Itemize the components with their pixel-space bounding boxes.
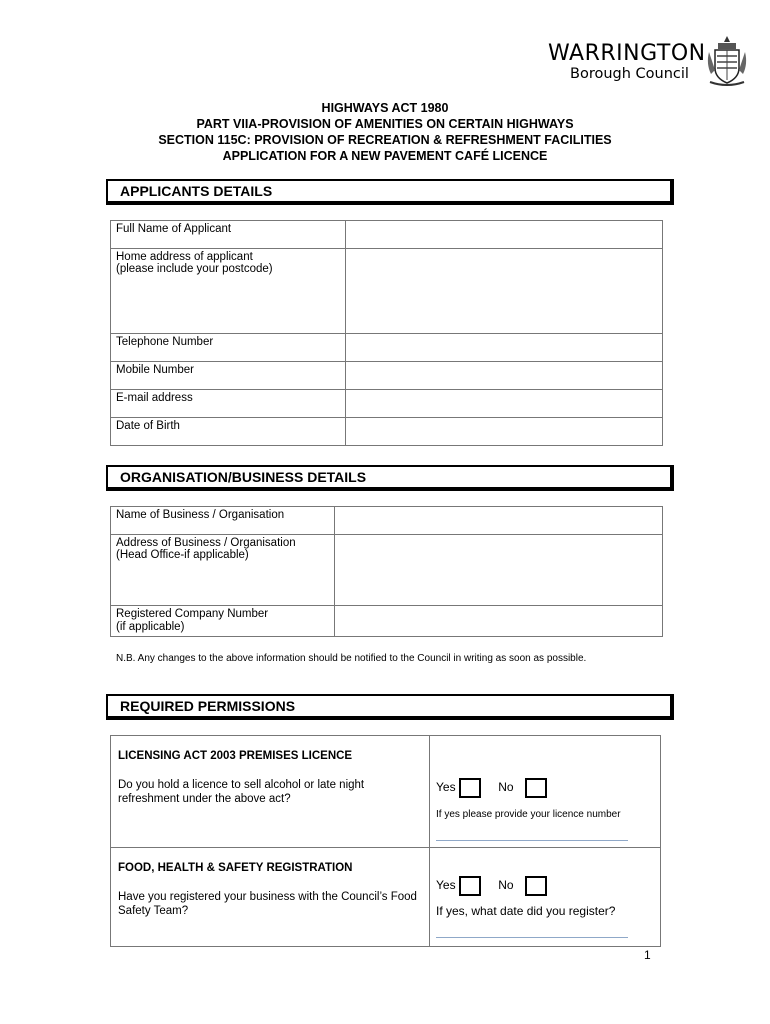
food-no-checkbox[interactable]	[525, 876, 547, 896]
food-no-label: No	[498, 878, 514, 893]
title-line-3: SECTION 115C: PROVISION OF RECREATION & REFRESHMENT FACILITIES	[158, 133, 612, 147]
food-followup: If yes, what date did you register?	[436, 904, 616, 918]
licence-number-field[interactable]	[436, 840, 628, 841]
organisation-table	[110, 506, 663, 637]
table-row	[111, 362, 663, 390]
business-name-label: Name of Business / Organisation	[111, 507, 335, 535]
applicants-heading: APPLICANTS DETAILS	[106, 179, 674, 205]
crest-icon	[706, 34, 748, 86]
licensing-yes-label: Yes	[436, 780, 456, 795]
organisation-heading: ORGANISATION/BUSINESS DETAILS	[106, 465, 674, 491]
food-yes-label: Yes	[436, 878, 456, 893]
mobile-field[interactable]	[346, 362, 663, 390]
table-row	[111, 334, 663, 362]
applicants-table	[110, 220, 663, 446]
table-row	[111, 848, 661, 947]
table-row	[111, 507, 663, 535]
home-address-field[interactable]	[346, 249, 663, 334]
food-yes-checkbox[interactable]	[459, 876, 481, 896]
licensing-no-checkbox[interactable]	[525, 778, 547, 798]
company-number-label: Registered Company Number (if applicable)	[111, 606, 335, 637]
food-yes-no	[436, 876, 547, 896]
full-name-field[interactable]	[346, 221, 663, 249]
telephone-label: Telephone Number	[111, 334, 346, 362]
title-line-2: PART VIIA-PROVISION OF AMENITIES ON CERTAIN HIGHWAYS	[196, 117, 574, 131]
permissions-table	[110, 735, 661, 947]
change-notice: N.B. Any changes to the above information should be notified to the Council in writing as soon as possible.	[116, 653, 587, 664]
mobile-label: Mobile Number	[111, 362, 346, 390]
table-row	[111, 390, 663, 418]
licensing-answer-cell	[430, 736, 661, 848]
council-logo	[548, 42, 706, 82]
business-address-field[interactable]	[335, 535, 663, 606]
table-row	[111, 221, 663, 249]
logo-sub-text: Borough Council	[570, 66, 689, 82]
table-row	[111, 249, 663, 334]
home-address-label: Home address of applicant (please include your postcode)	[111, 249, 346, 334]
company-number-field[interactable]	[335, 606, 663, 637]
dob-field[interactable]	[346, 418, 663, 446]
page-number: 1	[644, 948, 651, 962]
food-question: Have you registered your business with the Council’s Food Safety Team?	[118, 891, 417, 917]
table-row	[111, 418, 663, 446]
licensing-question-cell	[111, 736, 430, 848]
business-name-field[interactable]	[335, 507, 663, 535]
licensing-title: LICENSING ACT 2003 PREMISES LICENCE	[118, 750, 353, 762]
licensing-followup: If yes please provide your licence number	[436, 809, 621, 820]
licensing-no-label: No	[498, 780, 514, 795]
food-title: FOOD, HEALTH & SAFETY REGISTRATION	[118, 862, 353, 874]
table-row	[111, 606, 663, 637]
dob-label: Date of Birth	[111, 418, 346, 446]
email-label: E-mail address	[111, 390, 346, 418]
full-name-label: Full Name of Applicant	[111, 221, 346, 249]
table-row	[111, 736, 661, 848]
food-question-cell	[111, 848, 430, 947]
registration-date-field[interactable]	[436, 937, 628, 938]
permissions-heading: REQUIRED PERMISSIONS	[106, 694, 674, 720]
licensing-yes-no	[436, 778, 547, 798]
business-address-label: Address of Business / Organisation (Head Office-if applicable)	[111, 535, 335, 606]
licensing-yes-checkbox[interactable]	[459, 778, 481, 798]
logo-main-text: WARRINGTON	[548, 41, 706, 66]
title-line-1: HIGHWAYS ACT 1980	[321, 101, 449, 115]
food-answer-cell	[430, 848, 661, 947]
table-row	[111, 535, 663, 606]
title-line-4: APPLICATION FOR A NEW PAVEMENT CAFÉ LICENCE	[222, 149, 548, 163]
telephone-field[interactable]	[346, 334, 663, 362]
document-title-block	[0, 100, 770, 164]
email-field[interactable]	[346, 390, 663, 418]
licensing-question: Do you hold a licence to sell alcohol or late night refreshment under the above act?	[118, 779, 365, 805]
